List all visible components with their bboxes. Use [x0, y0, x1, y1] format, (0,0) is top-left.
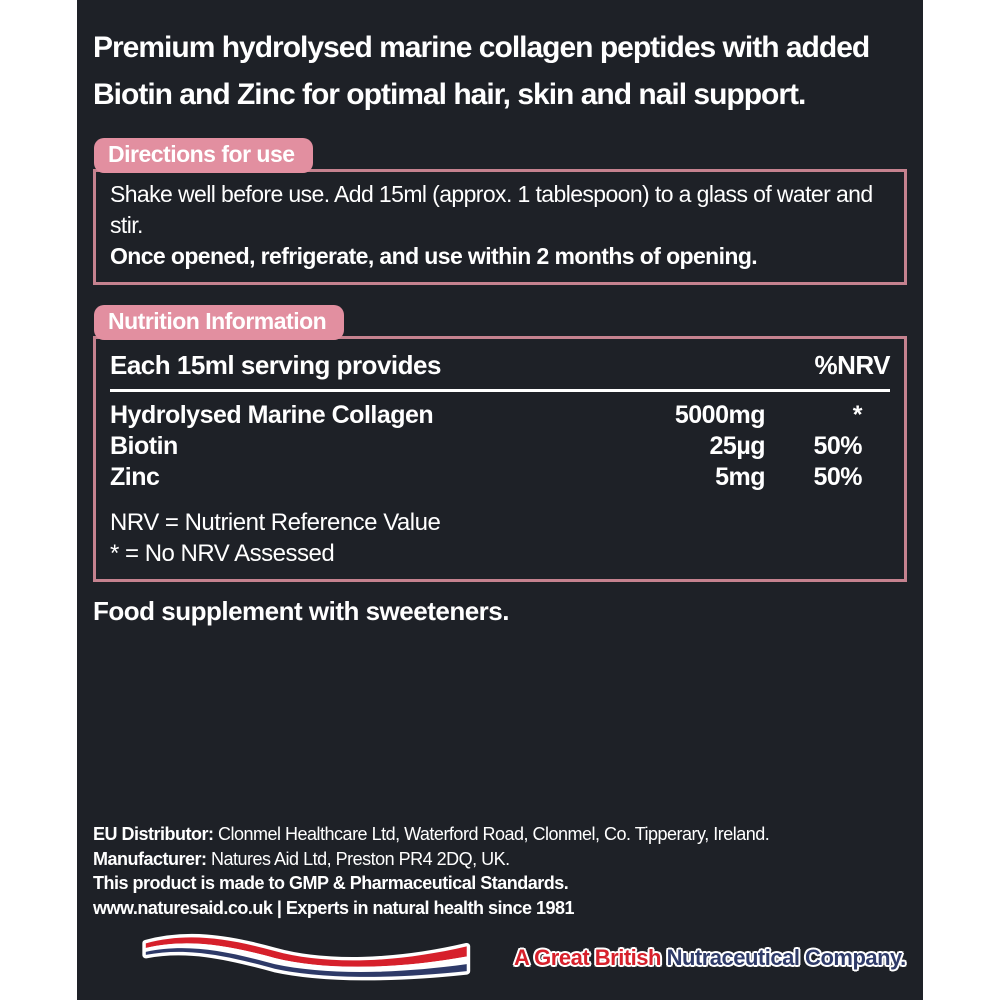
nutrition-box	[93, 336, 907, 582]
directions-text: Shake well before use. Add 15ml (approx. 1 tablespoon) to a glass of water and stir.	[110, 181, 873, 238]
product-label	[77, 0, 923, 1000]
nutrition-section	[93, 305, 907, 582]
nrv-column-header: %NRV	[814, 350, 890, 380]
directions-badge: Directions for use	[94, 138, 313, 173]
nutrient-name: Hydrolysed Marine Collagen	[110, 401, 434, 429]
nutrient-amount: 25µg	[709, 432, 765, 460]
union-jack-ribbon-icon	[93, 931, 518, 985]
manufacturer-address: Natures Aid Ltd, Preston PR4 2DQ, UK.	[206, 848, 510, 869]
food-supplement-statement: Food supplement with sweeteners.	[93, 596, 509, 626]
directions-section	[93, 138, 907, 285]
table-row	[110, 431, 890, 462]
manufacturer-line	[93, 847, 907, 872]
brand-tagline-red: A Great British	[514, 945, 661, 970]
nutrient-name: Zinc	[110, 463, 160, 491]
asterisk-note: * = No NRV Assessed	[110, 540, 335, 567]
website-tagline-line: www.naturesaid.co.uk | Experts in natural health since 1981	[93, 897, 575, 918]
nutrient-nrv: 50%	[813, 432, 862, 460]
header-divider	[110, 389, 890, 392]
nutrient-amount: 5mg	[715, 463, 765, 491]
product-description-heading: Premium hydrolysed marine collagen peptides with added Biotin and Zinc for optimal hair, skin and nail support.	[93, 31, 870, 111]
table-row	[110, 462, 890, 493]
distributor-label: EU Distributor:	[93, 824, 214, 844]
nutrition-table-header	[110, 346, 890, 383]
brand-tagline	[514, 945, 906, 971]
footer-info	[93, 822, 907, 920]
brand-logo	[93, 930, 907, 986]
gmp-standards-line: This product is made to GMP & Pharmaceutical Standards.	[93, 873, 569, 893]
distributor-address: Clonmel Healthcare Ltd, Waterford Road, Clonmel, Co. Tipperary, Ireland.	[213, 824, 770, 844]
nutrition-notes	[110, 507, 890, 569]
directions-box	[93, 169, 907, 285]
distributor-line	[93, 822, 907, 847]
brand-tagline-navy: Nutraceutical Company.	[660, 945, 906, 970]
nrv-definition-note: NRV = Nutrient Reference Value	[110, 509, 441, 536]
serving-size-label: Each 15ml serving provides	[110, 350, 441, 380]
nutrition-badge: Nutrition Information	[94, 305, 344, 340]
manufacturer-label: Manufacturer:	[93, 848, 207, 869]
nutrient-nrv: *	[852, 401, 862, 429]
nutrient-nrv: 50%	[813, 463, 862, 491]
nutrient-amount: 5000mg	[674, 401, 765, 429]
nutrition-table	[110, 400, 890, 493]
table-row	[110, 400, 890, 431]
nutrient-name: Biotin	[110, 432, 178, 460]
directions-storage-text: Once opened, refrigerate, and use within 2 months of opening.	[110, 243, 758, 269]
